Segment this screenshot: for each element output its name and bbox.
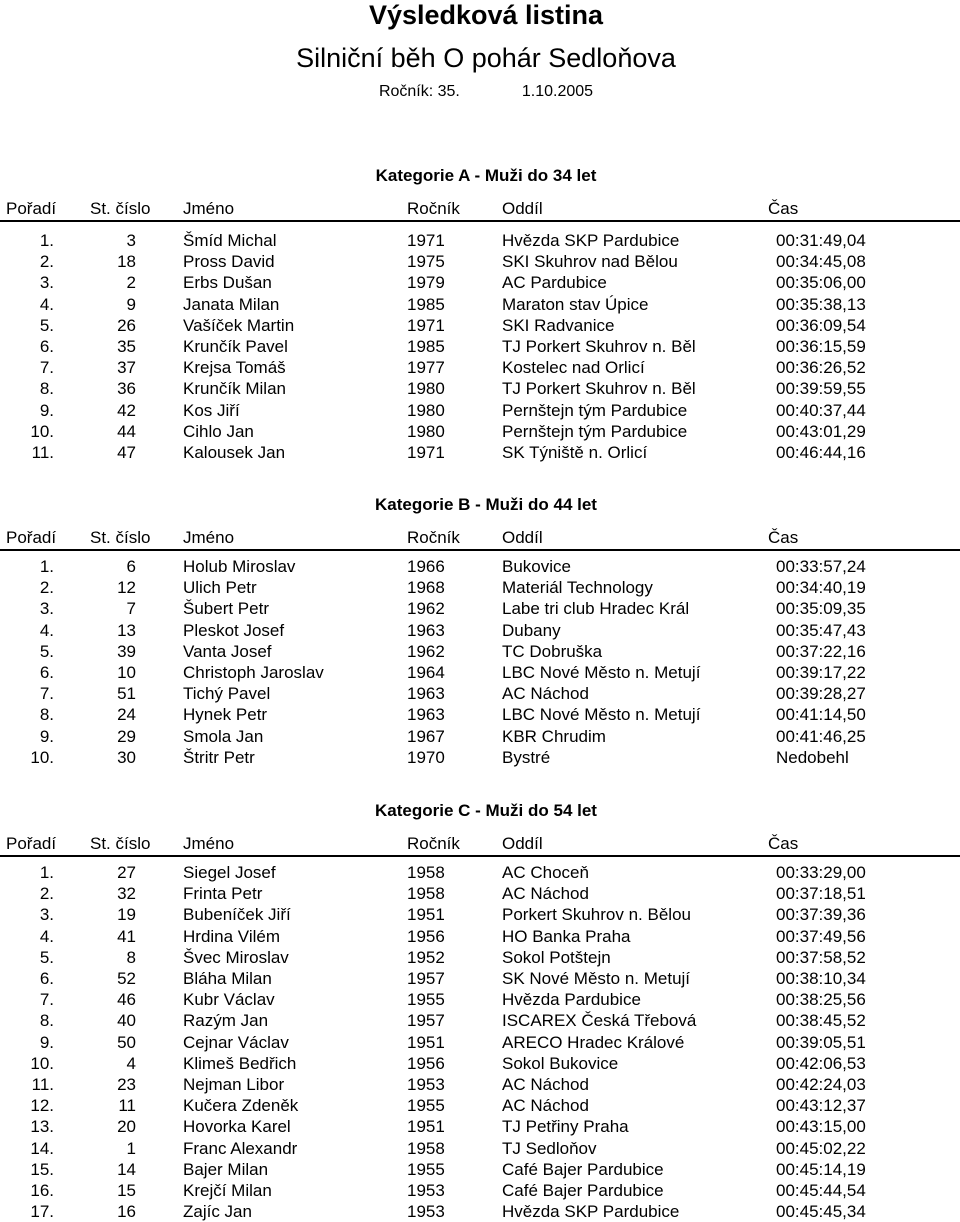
- table-row: [0, 598, 960, 619]
- table-row: [0, 315, 960, 336]
- cell-club: TJ Petřiny Praha: [502, 1117, 629, 1136]
- cell-time: 00:37:39,36: [776, 905, 866, 924]
- cell-time: 00:45:14,19: [776, 1160, 866, 1179]
- cell-pos: 5.: [39, 642, 54, 661]
- table-row: [0, 251, 960, 272]
- cell-time: Nedobehl: [776, 748, 849, 767]
- cell-year: 1966: [407, 557, 445, 576]
- cell-club: AC Náchod: [502, 684, 589, 703]
- cell-name: Siegel Josef: [183, 863, 276, 882]
- cell-year: 1958: [407, 884, 445, 903]
- cell-year: 1985: [407, 295, 445, 314]
- cell-club: SKI Skuhrov nad Bělou: [502, 252, 678, 271]
- cell-name: Ulich Petr: [183, 578, 257, 597]
- header-divider: [0, 855, 960, 857]
- cell-year: 1970: [407, 748, 445, 767]
- cell-time: 00:37:58,52: [776, 948, 866, 967]
- cell-year: 1971: [407, 316, 445, 335]
- table-row: [0, 726, 960, 747]
- cell-year: 1971: [407, 231, 445, 250]
- cell-pos: 2.: [39, 252, 54, 271]
- cell-name: Vanta Josef: [183, 642, 272, 661]
- cell-pos: 9.: [39, 401, 54, 420]
- cell-pos: 3.: [39, 273, 54, 292]
- cell-club: LBC Nové Město n. Metují: [502, 705, 701, 724]
- table-row: [0, 641, 960, 662]
- cell-club: SK Týniště n. Orlicí: [502, 443, 648, 462]
- table-row: [0, 577, 960, 598]
- cell-club: Hvězda SKP Pardubice: [502, 1202, 680, 1221]
- cell-club: Pernštejn tým Pardubice: [502, 401, 688, 420]
- header-year: Ročník: [407, 528, 460, 547]
- table-row: [0, 1180, 960, 1201]
- cell-time: 00:43:01,29: [776, 422, 866, 441]
- cell-pos: 5.: [39, 316, 54, 335]
- table-row: [0, 357, 960, 378]
- cell-name: Šubert Petr: [183, 599, 269, 618]
- cell-pos: 2.: [39, 578, 54, 597]
- cell-year: 1953: [407, 1181, 445, 1200]
- table-row: [0, 620, 960, 641]
- race-name: Silniční běh O pohár Sedloňova: [296, 43, 676, 73]
- cell-pos: 4.: [39, 295, 54, 314]
- cell-pos: 10.: [30, 1054, 54, 1073]
- cell-year: 1952: [407, 948, 445, 967]
- cell-pos: 6.: [39, 337, 54, 356]
- cell-time: 00:36:15,59: [776, 337, 866, 356]
- cell-num: 29: [117, 727, 136, 746]
- cell-num: 18: [117, 252, 136, 271]
- cell-pos: 8.: [39, 1011, 54, 1030]
- cell-pos: 1.: [39, 231, 54, 250]
- cell-year: 1951: [407, 1033, 445, 1052]
- cell-pos: 3.: [39, 599, 54, 618]
- cell-time: 00:38:10,34: [776, 969, 866, 988]
- cell-pos: 15.: [30, 1160, 54, 1179]
- cell-num: 41: [117, 927, 136, 946]
- cell-pos: 16.: [30, 1181, 54, 1200]
- cell-num: 50: [117, 1033, 136, 1052]
- table-row: [0, 862, 960, 883]
- cell-num: 36: [117, 379, 136, 398]
- cell-club: Bystré: [502, 748, 551, 767]
- cell-name: Holub Miroslav: [183, 557, 296, 576]
- category-title: Kategorie A - Muži do 34 let: [375, 166, 597, 185]
- cell-time: 00:33:29,00: [776, 863, 866, 882]
- cell-time: 00:40:37,44: [776, 401, 866, 420]
- cell-club: TC Dobruška: [502, 642, 603, 661]
- table-row: [0, 1053, 960, 1074]
- cell-year: 1980: [407, 422, 445, 441]
- header-num: St. číslo: [90, 528, 151, 547]
- race-edition: Ročník: 35.: [378, 83, 460, 100]
- cell-club: ISCAREX Česká Třebová: [502, 1011, 697, 1030]
- cell-num: 13: [117, 621, 136, 640]
- cell-name: Kučera Zdeněk: [183, 1096, 299, 1115]
- cell-time: 00:39:05,51: [776, 1033, 866, 1052]
- cell-club: Hvězda Pardubice: [502, 990, 641, 1009]
- header-num: St. číslo: [90, 199, 151, 218]
- cell-name: Bubeníček Jiří: [183, 905, 291, 924]
- table-row: [0, 926, 960, 947]
- cell-num: 52: [117, 969, 136, 988]
- table-row: [0, 378, 960, 399]
- table-row: [0, 683, 960, 704]
- table-row: [0, 1138, 960, 1159]
- race-date: 1.10.2005: [521, 83, 594, 100]
- cell-year: 1977: [407, 358, 445, 377]
- cell-name: Hrdina Vilém: [183, 927, 281, 946]
- cell-year: 1975: [407, 252, 445, 271]
- cell-num: 8: [126, 948, 136, 967]
- cell-time: 00:42:06,53: [776, 1054, 866, 1073]
- cell-num: 40: [117, 1011, 136, 1030]
- cell-club: Hvězda SKP Pardubice: [502, 231, 680, 250]
- cell-name: Christoph Jaroslav: [183, 663, 324, 682]
- header-pos: Pořadí: [6, 834, 57, 853]
- cell-name: Cihlo Jan: [183, 422, 254, 441]
- header-club: Oddíl: [502, 199, 543, 218]
- cell-time: 00:45:02,22: [776, 1139, 866, 1158]
- cell-num: 10: [117, 663, 136, 682]
- cell-time: 00:38:45,52: [776, 1011, 866, 1030]
- cell-year: 1958: [407, 1139, 445, 1158]
- cell-pos: 3.: [39, 905, 54, 924]
- cell-time: 00:45:44,54: [776, 1181, 866, 1200]
- cell-name: Pleskot Josef: [183, 621, 285, 640]
- cell-pos: 8.: [39, 705, 54, 724]
- cell-year: 1963: [407, 621, 445, 640]
- cell-time: 00:37:49,56: [776, 927, 866, 946]
- table-header: [0, 527, 960, 548]
- table-header: [0, 833, 960, 854]
- cell-time: 00:46:44,16: [776, 443, 866, 462]
- cell-name: Razým Jan: [183, 1011, 269, 1030]
- cell-num: 4: [126, 1054, 136, 1073]
- cell-year: 1963: [407, 705, 445, 724]
- cell-num: 39: [117, 642, 136, 661]
- cell-time: 00:36:09,54: [776, 316, 866, 335]
- cell-time: 00:41:14,50: [776, 705, 866, 724]
- cell-name: Janata Milan: [183, 295, 280, 314]
- cell-num: 3: [126, 231, 136, 250]
- cell-num: 30: [117, 748, 136, 767]
- header-time: Čas: [768, 528, 799, 547]
- cell-name: Smola Jan: [183, 727, 264, 746]
- cell-club: Café Bajer Pardubice: [502, 1160, 664, 1179]
- cell-time: 00:38:25,56: [776, 990, 866, 1009]
- table-row: [0, 1095, 960, 1116]
- header-divider: [0, 549, 960, 551]
- header-time: Čas: [768, 199, 799, 218]
- cell-name: Erbs Dušan: [183, 273, 272, 292]
- cell-pos: 17.: [30, 1202, 54, 1221]
- cell-pos: 1.: [39, 557, 54, 576]
- cell-pos: 10.: [30, 748, 54, 767]
- cell-year: 1953: [407, 1075, 445, 1094]
- cell-club: Café Bajer Pardubice: [502, 1181, 664, 1200]
- cell-name: Hovorka Karel: [183, 1117, 291, 1136]
- cell-club: Materiál Technology: [502, 578, 653, 597]
- cell-year: 1968: [407, 578, 445, 597]
- cell-pos: 5.: [39, 948, 54, 967]
- cell-club: Dubany: [502, 621, 561, 640]
- cell-num: 24: [117, 705, 136, 724]
- table-row: [0, 947, 960, 968]
- cell-time: 00:35:38,13: [776, 295, 866, 314]
- cell-name: Švec Miroslav: [183, 948, 289, 967]
- table-row: [0, 421, 960, 442]
- cell-pos: 14.: [30, 1139, 54, 1158]
- cell-time: 00:42:24,03: [776, 1075, 866, 1094]
- cell-num: 14: [117, 1160, 136, 1179]
- cell-year: 1979: [407, 273, 445, 292]
- cell-year: 1957: [407, 969, 445, 988]
- table-row: [0, 1074, 960, 1095]
- cell-club: SKI Radvanice: [502, 316, 615, 335]
- table-row: [0, 556, 960, 577]
- cell-pos: 4.: [39, 927, 54, 946]
- table-row: [0, 230, 960, 251]
- cell-club: AC Pardubice: [502, 273, 607, 292]
- cell-num: 9: [126, 295, 136, 314]
- cell-year: 1962: [407, 642, 445, 661]
- cell-num: 42: [117, 401, 136, 420]
- cell-pos: 11.: [31, 1075, 54, 1094]
- cell-num: 46: [117, 990, 136, 1009]
- table-row: [0, 272, 960, 293]
- cell-pos: 8.: [39, 379, 54, 398]
- table-row: [0, 294, 960, 315]
- cell-time: 00:34:45,08: [776, 252, 866, 271]
- cell-name: Tichý Pavel: [183, 684, 271, 703]
- cell-year: 1956: [407, 927, 445, 946]
- cell-pos: 11.: [31, 443, 54, 462]
- cell-num: 23: [117, 1075, 136, 1094]
- header-name: Jméno: [183, 528, 235, 547]
- cell-name: Hynek Petr: [183, 705, 268, 724]
- cell-name: Klimeš Bedřich: [183, 1054, 297, 1073]
- cell-name: Bláha Milan: [183, 969, 272, 988]
- cell-time: 00:41:46,25: [776, 727, 866, 746]
- cell-pos: 6.: [39, 969, 54, 988]
- table-row: [0, 400, 960, 421]
- cell-year: 1971: [407, 443, 445, 462]
- cell-pos: 6.: [39, 663, 54, 682]
- cell-name: Krejsa Tomáš: [183, 358, 286, 377]
- header-time: Čas: [768, 834, 799, 853]
- header-name: Jméno: [183, 834, 235, 853]
- cell-club: AC Choceň: [502, 863, 589, 882]
- cell-name: Kubr Václav: [183, 990, 275, 1009]
- cell-year: 1956: [407, 1054, 445, 1073]
- cell-num: 51: [117, 684, 136, 703]
- cell-pos: 2.: [39, 884, 54, 903]
- cell-year: 1963: [407, 684, 445, 703]
- cell-time: 00:39:17,22: [776, 663, 866, 682]
- cell-time: 00:31:49,04: [776, 231, 866, 250]
- cell-year: 1955: [407, 1096, 445, 1115]
- header-club: Oddíl: [502, 528, 543, 547]
- cell-num: 32: [117, 884, 136, 903]
- cell-club: AC Náchod: [502, 1075, 589, 1094]
- header-pos: Pořadí: [6, 199, 57, 218]
- cell-time: 00:45:45,34: [776, 1202, 866, 1221]
- cell-num: 44: [117, 422, 136, 441]
- cell-club: Bukovice: [502, 557, 571, 576]
- cell-pos: 1.: [39, 863, 54, 882]
- cell-num: 11: [118, 1096, 136, 1115]
- header-year: Ročník: [407, 834, 460, 853]
- cell-year: 1985: [407, 337, 445, 356]
- cell-num: 19: [117, 905, 136, 924]
- cell-pos: 9.: [39, 727, 54, 746]
- header-pos: Pořadí: [6, 528, 57, 547]
- cell-name: Krunčík Milan: [183, 379, 286, 398]
- cell-time: 00:33:57,24: [776, 557, 866, 576]
- category-title: Kategorie C - Muži do 54 let: [375, 801, 597, 820]
- cell-name: Pross David: [183, 252, 275, 271]
- cell-club: ARECO Hradec Králové: [502, 1033, 685, 1052]
- cell-year: 1980: [407, 379, 445, 398]
- table-row: [0, 747, 960, 768]
- cell-time: 00:37:18,51: [776, 884, 866, 903]
- page-title: Výsledková listina: [368, 0, 604, 30]
- table-row: [0, 883, 960, 904]
- cell-club: Pernštejn tým Pardubice: [502, 422, 688, 441]
- table-row: [0, 1159, 960, 1180]
- table-header: [0, 198, 960, 219]
- table-row: [0, 662, 960, 683]
- cell-name: Krunčík Pavel: [183, 337, 288, 356]
- cell-time: 00:39:59,55: [776, 379, 866, 398]
- cell-club: TJ Porkert Skuhrov n. Běl: [502, 337, 696, 356]
- table-row: [0, 1010, 960, 1031]
- cell-year: 1951: [407, 1117, 445, 1136]
- cell-name: Kos Jiří: [183, 401, 240, 420]
- cell-year: 1980: [407, 401, 445, 420]
- cell-num: 26: [117, 316, 136, 335]
- cell-club: Sokol Bukovice: [502, 1054, 619, 1073]
- cell-name: Kalousek Jan: [183, 443, 286, 462]
- cell-time: 00:37:22,16: [776, 642, 866, 661]
- cell-num: 27: [117, 863, 136, 882]
- header-divider: [0, 220, 960, 222]
- cell-name: Zajíc Jan: [183, 1202, 252, 1221]
- cell-year: 1951: [407, 905, 445, 924]
- cell-club: Maraton stav Úpice: [502, 295, 649, 314]
- cell-num: 12: [117, 578, 136, 597]
- cell-year: 1962: [407, 599, 445, 618]
- header-name: Jméno: [183, 199, 235, 218]
- cell-year: 1953: [407, 1202, 445, 1221]
- cell-time: 00:39:28,27: [776, 684, 866, 703]
- cell-pos: 7.: [39, 358, 54, 377]
- table-row: [0, 989, 960, 1010]
- cell-pos: 9.: [39, 1033, 54, 1052]
- cell-name: Franc Alexandr: [183, 1139, 298, 1158]
- cell-club: Porkert Skuhrov n. Bělou: [502, 905, 691, 924]
- cell-club: SK Nové Město n. Metují: [502, 969, 691, 988]
- cell-year: 1964: [407, 663, 445, 682]
- cell-num: 2: [126, 273, 136, 292]
- cell-time: 00:36:26,52: [776, 358, 866, 377]
- cell-year: 1955: [407, 990, 445, 1009]
- header-year: Ročník: [407, 199, 460, 218]
- table-row: [0, 1116, 960, 1137]
- cell-time: 00:43:15,00: [776, 1117, 866, 1136]
- cell-club: AC Náchod: [502, 884, 589, 903]
- cell-name: Bajer Milan: [183, 1160, 269, 1179]
- header-num: St. číslo: [90, 834, 151, 853]
- cell-name: Frinta Petr: [183, 884, 263, 903]
- table-row: [0, 1201, 960, 1222]
- cell-club: TJ Sedloňov: [502, 1139, 597, 1158]
- cell-year: 1955: [407, 1160, 445, 1179]
- cell-num: 7: [126, 599, 136, 618]
- cell-time: 00:35:09,35: [776, 599, 866, 618]
- table-row: [0, 336, 960, 357]
- cell-year: 1957: [407, 1011, 445, 1030]
- cell-name: Štritr Petr: [183, 748, 255, 767]
- cell-pos: 7.: [39, 990, 54, 1009]
- table-row: [0, 704, 960, 725]
- cell-time: 00:35:47,43: [776, 621, 866, 640]
- cell-time: 00:35:06,00: [776, 273, 866, 292]
- table-row: [0, 1032, 960, 1053]
- cell-time: 00:34:40,19: [776, 578, 866, 597]
- cell-time: 00:43:12,37: [776, 1096, 866, 1115]
- cell-club: LBC Nové Město n. Metují: [502, 663, 701, 682]
- cell-club: HO Banka Praha: [502, 927, 631, 946]
- cell-club: KBR Chrudim: [502, 727, 606, 746]
- cell-pos: 7.: [39, 684, 54, 703]
- cell-pos: 4.: [39, 621, 54, 640]
- cell-pos: 10.: [30, 422, 54, 441]
- cell-club: Labe tri club Hradec Král: [502, 599, 690, 618]
- cell-name: Vašíček Martin: [183, 316, 295, 335]
- table-row: [0, 968, 960, 989]
- header-club: Oddíl: [502, 834, 543, 853]
- cell-num: 35: [117, 337, 136, 356]
- cell-year: 1967: [407, 727, 445, 746]
- cell-pos: 13.: [30, 1117, 54, 1136]
- cell-name: Šmíd Michal: [183, 231, 277, 250]
- cell-club: Sokol Potštejn: [502, 948, 611, 967]
- cell-year: 1958: [407, 863, 445, 882]
- cell-club: Kostelec nad Orlicí: [502, 358, 645, 377]
- cell-club: TJ Porkert Skuhrov n. Běl: [502, 379, 696, 398]
- cell-num: 37: [117, 358, 136, 377]
- cell-pos: 12.: [30, 1096, 54, 1115]
- cell-num: 47: [117, 443, 136, 462]
- table-row: [0, 904, 960, 925]
- table-row: [0, 442, 960, 463]
- cell-num: 1: [126, 1139, 136, 1158]
- cell-club: AC Náchod: [502, 1096, 589, 1115]
- cell-num: 16: [117, 1202, 136, 1221]
- cell-name: Cejnar Václav: [183, 1033, 289, 1052]
- cell-num: 15: [117, 1181, 136, 1200]
- cell-num: 20: [117, 1117, 136, 1136]
- cell-name: Nejman Libor: [183, 1075, 285, 1094]
- category-title: Kategorie B - Muži do 44 let: [375, 495, 597, 514]
- cell-name: Krejčí Milan: [183, 1181, 272, 1200]
- race-meta: [0, 82, 960, 102]
- cell-num: 6: [126, 557, 136, 576]
